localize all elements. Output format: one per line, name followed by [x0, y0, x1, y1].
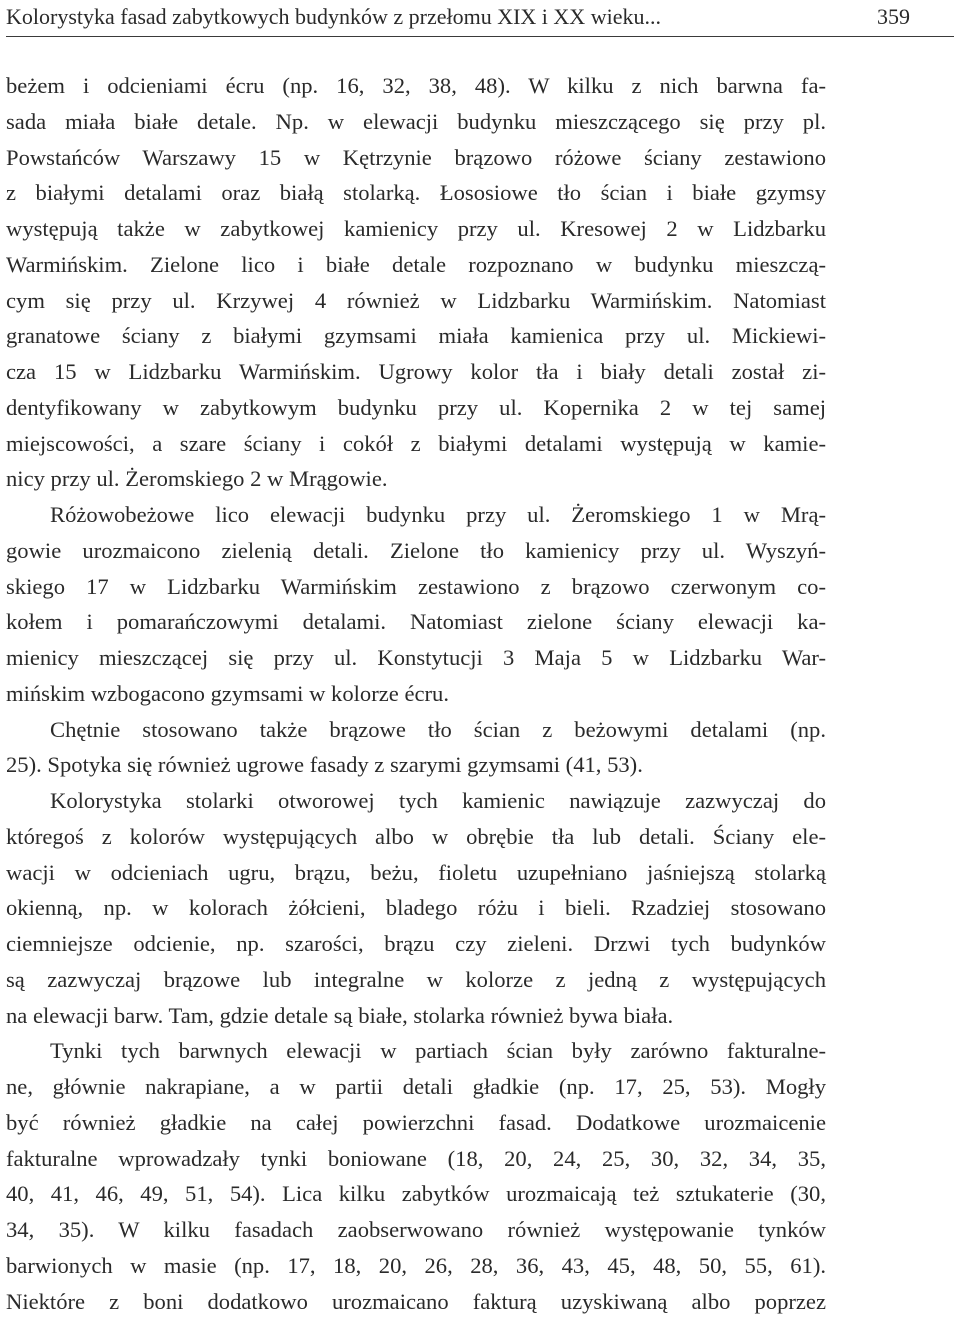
text-line: Powstańców Warszawy 15 w Kętrzynie brązowo różowe ściany zestawiono — [6, 140, 826, 176]
text-line: beżem i odcieniami écru (np. 16, 32, 38, 48). W kilku z nich barwna fa- — [6, 68, 826, 104]
text-line: skiego 17 w Lidzbarku Warmińskim zestawiono z brązowo czerwonym co- — [6, 569, 826, 605]
text-line: z białymi detalami oraz białą stolarką. Łososiowe tło ścian i białe gzymsy — [6, 175, 826, 211]
text-line: gowie urozmaicono zielenią detali. Zielone tło kamienicy przy ul. Wyszyń- — [6, 533, 826, 569]
text-line: Niektóre z boni dodatkowo urozmaicano fakturą uzyskiwaną albo poprzez — [6, 1284, 826, 1319]
text-line: 25). Spotyka się również ugrowe fasady z szarymi gzymsami (41, 53). — [6, 747, 826, 783]
text-line: mińskim wzbogacono gzymsami w kolorze écru. — [6, 676, 826, 712]
page-number: 359 — [877, 3, 910, 31]
text-line: być również gładkie na całej powierzchni fasad. Dodatkowe urozmaicenie — [6, 1105, 826, 1141]
text-line: Kolorystyka stolarki otworowej tych kamienic nawiązuje zazwyczaj do — [6, 783, 826, 819]
text-line: Chętnie stosowano także brązowe tło ścian z beżowymi detalami (np. — [6, 712, 826, 748]
text-line: 34, 35). W kilku fasadach zaobserwowano również występowanie tynków — [6, 1212, 826, 1248]
text-line: Różowobeżowe lico elewacji budynku przy ul. Żeromskiego 1 w Mrą- — [6, 497, 826, 533]
text-line: 40, 41, 46, 49, 51, 54). Lica kilku zabytków urozmaicają też sztukaterie (30, — [6, 1176, 826, 1212]
text-line: któregoś z kolorów występujących albo w obrębie tła lub detali. Ściany ele- — [6, 819, 826, 855]
text-line: ciemniejsze odcienie, np. szarości, brązu czy zieleni. Drzwi tych budynków — [6, 926, 826, 962]
text-line: występują także w zabytkowej kamienicy przy ul. Kresowej 2 w Lidzbarku — [6, 211, 826, 247]
text-line: fakturalne wprowadzały tynki boniowane (18, 20, 24, 25, 30, 32, 34, 35, — [6, 1141, 826, 1177]
text-line: dentyfikowany w zabytkowym budynku przy ul. Kopernika 2 w tej samej — [6, 390, 826, 426]
text-line: mienicy mieszczącej się przy ul. Konstytucji 3 Maja 5 w Lidzbarku War- — [6, 640, 826, 676]
page-header — [6, 0, 954, 37]
text-line: wacji w odcieniach ugru, brązu, beżu, fioletu uzupełniano jaśniejszą stolarką — [6, 855, 826, 891]
text-line: granatowe ściany z białymi gzymsami miała kamienica przy ul. Mickiewi- — [6, 318, 826, 354]
text-line: cza 15 w Lidzbarku Warmińskim. Ugrowy kolor tła i biały detali został zi- — [6, 354, 826, 390]
text-line: ne, głównie nakrapiane, a w partii detali gładkie (np. 17, 25, 53). Mogły — [6, 1069, 826, 1105]
text-line: kołem i pomarańczowymi detalami. Natomiast zielone ściany elewacji ka- — [6, 604, 826, 640]
text-line: okienną, np. w kolorach żółcieni, bladego różu i bieli. Rzadziej stosowano — [6, 890, 826, 926]
text-line: barwionych w masie (np. 17, 18, 20, 26, 28, 36, 43, 45, 48, 50, 55, 61). — [6, 1248, 826, 1284]
text-line: miejscowości, a szare ściany i cokół z białymi detalami występują w kamie- — [6, 426, 826, 462]
running-title: Kolorystyka fasad zabytkowych budynków z przełomu XIX i XX wieku... — [6, 3, 661, 31]
text-line: sada miała białe detale. Np. w elewacji budynku mieszczącego się przy pl. — [6, 104, 826, 140]
text-line: są zazwyczaj brązowe lub integralne w kolorze z jedną z występujących — [6, 962, 826, 998]
text-line: Tynki tych barwnych elewacji w partiach ścian były zarówno fakturalne- — [6, 1033, 826, 1069]
text-line: Warmińskim. Zielone lico i białe detale rozpoznano w budynku mieszczą- — [6, 247, 826, 283]
text-line: nicy przy ul. Żeromskiego 2 w Mrągowie. — [6, 461, 826, 497]
text-line: na elewacji barw. Tam, gdzie detale są białe, stolarka również bywa biała. — [6, 998, 826, 1034]
text-line: cym się przy ul. Krzywej 4 również w Lidzbarku Warmińskim. Natomiast — [6, 283, 826, 319]
body-text — [6, 68, 826, 1319]
